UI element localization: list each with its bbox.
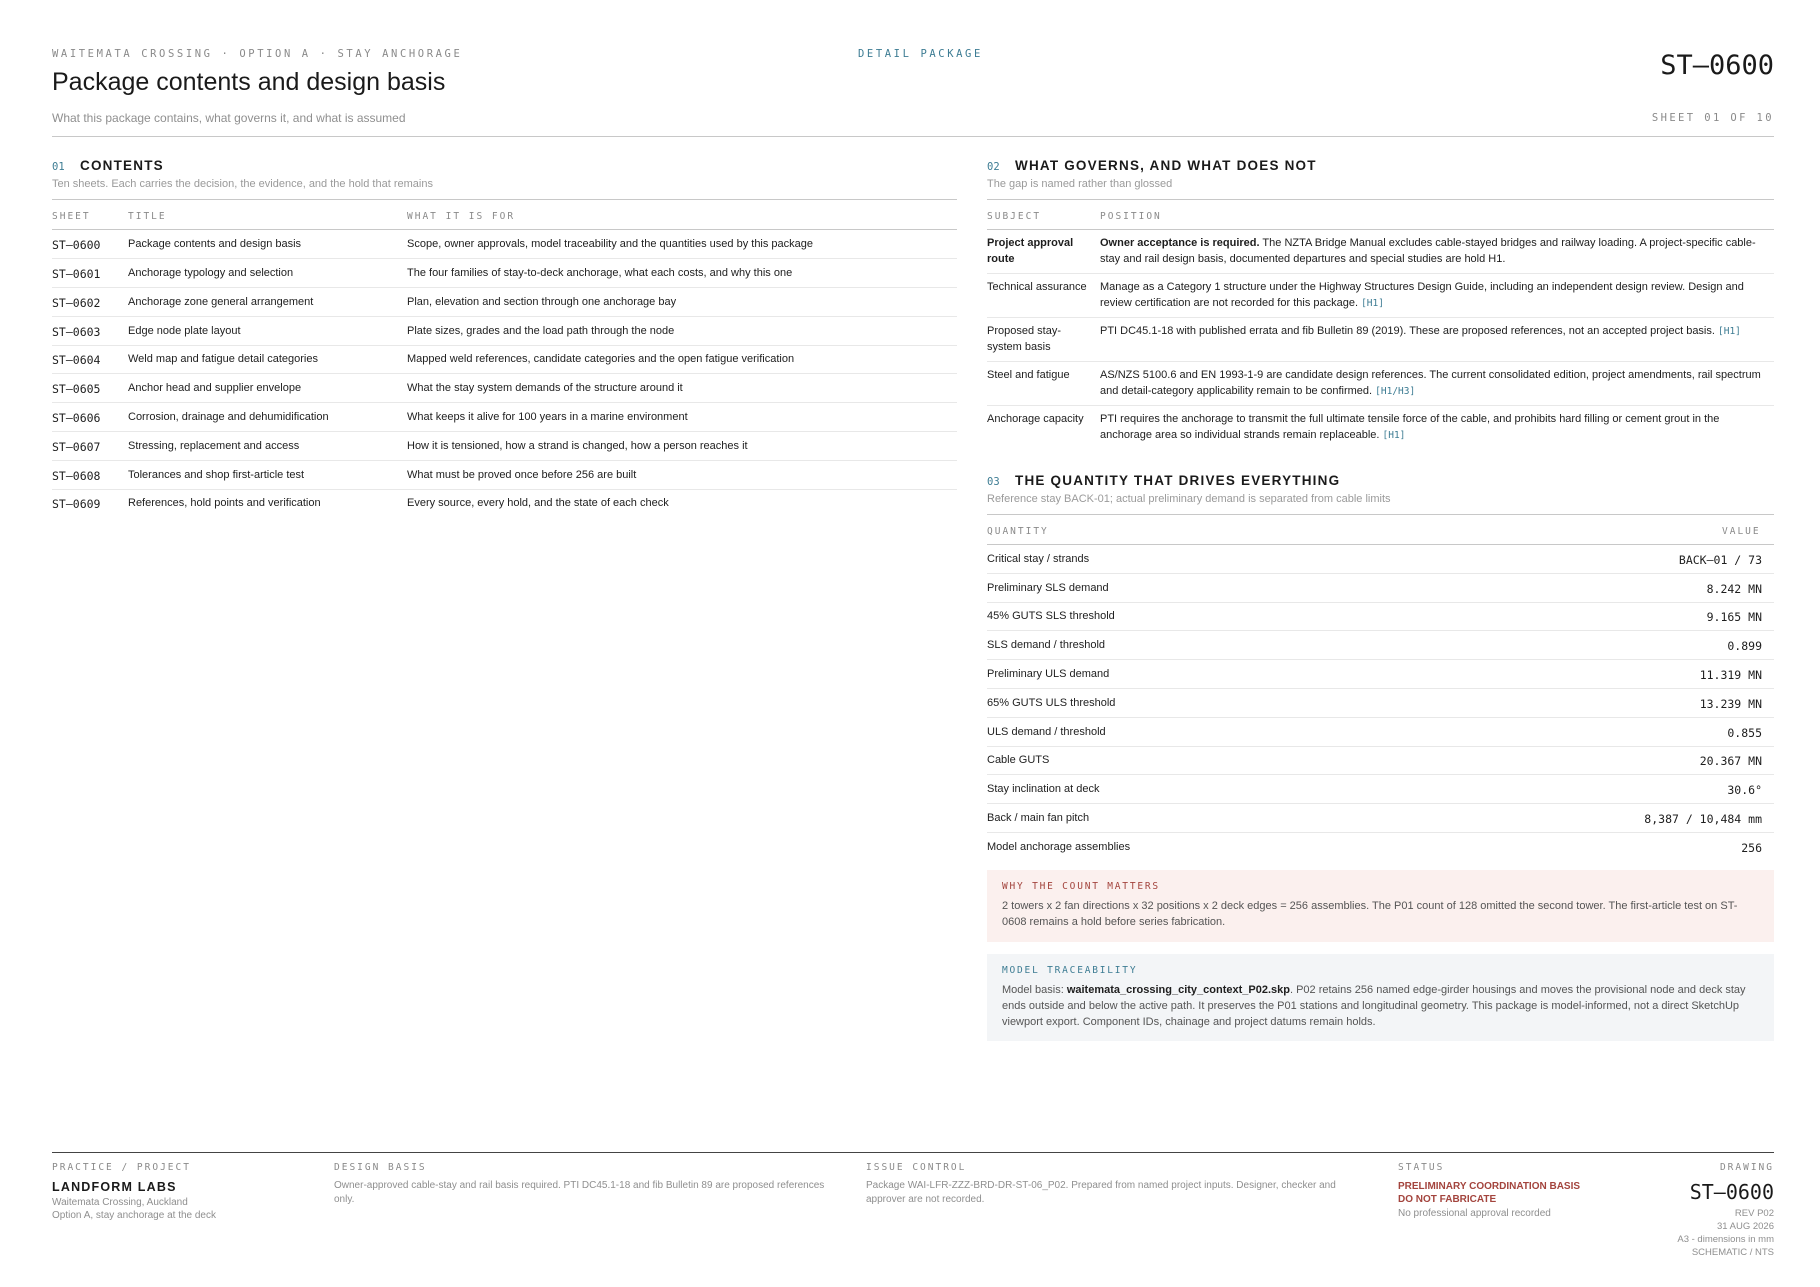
col-header-title: TITLE — [128, 211, 167, 222]
design-basis-text: Owner-approved cable-stay and rail basis required. PTI DC45.1-18 and fib Bulletin 89 are proposed references only. — [334, 1180, 825, 1205]
position-cell: Manage as a Category 1 structure under the Highway Structures Design Guide, including an independent design review. Design and review certification are not recorded for this package. [H1] — [1100, 281, 1744, 309]
table-row: ST–0605 Anchor head and supplier envelope What the stay system demands of the structure around it — [52, 374, 957, 403]
table-row — [987, 236, 1774, 274]
table-row: Preliminary ULS demand 11.319 MN — [987, 660, 1774, 689]
sheet-count: SHEET 01 OF 10 — [1651, 112, 1774, 124]
table-row: ST–0607 Stressing, replacement and access How it is tensioned, how a strand is changed, how a person reaches it — [52, 432, 957, 461]
position-cell: Owner acceptance is required. The NZTA Bridge Manual excludes cable-stayed bridges and railway loading. A project-specific cable-stay and rail design basis, documented departures and special studies are hold H1. — [1100, 237, 1756, 265]
page-subtitle: What this package contains, what governs it, and what is assumed — [52, 111, 406, 125]
subject-cell: Project approval route — [987, 237, 1074, 265]
table-row: ST–0609 References, hold points and verification Every source, every hold, and the state of each check — [52, 497, 669, 511]
contents-heading — [52, 158, 164, 173]
traceability-callout — [987, 954, 1774, 1041]
section-title: THE QUANTITY THAT DRIVES EVERYTHING — [1015, 473, 1341, 488]
page-title: Package contents and design basis — [52, 68, 446, 96]
callout-title: MODEL TRACEABILITY — [1002, 965, 1138, 976]
project-location: Waitemata Crossing, Auckland — [52, 1197, 188, 1208]
position-cell: AS/NZS 5100.6 and EN 1993-1-9 are candidate design references. The current consolidated edition, project amendments, rail spectrum and detail-category applicability remain to be confirmed. [H1/H3] — [1100, 369, 1761, 397]
table-row — [987, 324, 1774, 362]
governs-divider — [987, 199, 1774, 200]
subject-cell: Proposed stay-system basis — [987, 325, 1061, 353]
subject-cell: Steel and fatigue — [987, 369, 1070, 381]
hold-reference: [H1] — [1382, 429, 1406, 441]
table-row: 65% GUTS ULS threshold 13.239 MN — [987, 689, 1774, 718]
table-row: Model anchorage assemblies 256 — [987, 841, 1762, 855]
position-cell: PTI requires the anchorage to transmit the full ultimate tensile force of the cable, and prohibits hard filling or cement grout in the anchorage area so individual strands remain replaceable. [H1] — [1100, 413, 1720, 441]
table-row: 45% GUTS SLS threshold 9.165 MN — [987, 602, 1774, 631]
col-header-value: VALUE — [1722, 526, 1761, 537]
table-row: ULS demand / threshold 0.855 — [987, 718, 1774, 747]
table-row: ST–0601 Anchorage typology and selection The four families of stay-to-deck anchorage, what each costs, and why this one — [52, 259, 957, 288]
table-row: ST–0604 Weld map and fatigue detail categories Mapped weld references, candidate categories and the open fatigue verification — [52, 345, 957, 374]
issue-control-text: Package WAI-LFR-ZZZ-BRD-DR-ST-06_P02. Prepared from named project inputs. Designer, checker and approver are not recorded. — [866, 1180, 1336, 1205]
quantity-divider — [987, 514, 1774, 515]
quantity-subtitle: Reference stay BACK-01; actual preliminary demand is separated from cable limits — [987, 493, 1391, 505]
col-header-purpose: WHAT IT IS FOR — [407, 211, 516, 222]
col-header-sheet: SHEET — [52, 211, 91, 222]
table-row: ST–0608 Tolerances and shop first-article test What must be proved once before 256 are built — [52, 461, 957, 490]
drawing-scale: SCHEMATIC / NTS — [1691, 1247, 1774, 1258]
contents-subtitle: Ten sheets. Each carries the decision, the evidence, and the hold that remains — [52, 178, 433, 190]
revision: REV P02 — [1734, 1208, 1774, 1219]
callout-body: 2 towers x 2 fan directions x 32 positions x 2 deck edges = 256 assemblies. The P01 count of 128 omitted the second tower. The first-article test on ST-0608 remains a hold before series fabrication. — [1002, 900, 1738, 928]
sheet-format: A3 - dimensions in mm — [1677, 1234, 1774, 1245]
table-row: ST–0600 Package contents and design basis Scope, owner approvals, model traceability and the quantities used by this package — [52, 230, 957, 259]
section-number: 01 — [52, 161, 65, 173]
table-row: Critical stay / strands BACK–01 / 73 — [987, 545, 1774, 574]
table-row: Stay inclination at deck 30.6° — [987, 775, 1774, 804]
hold-reference: [H1] — [1718, 326, 1741, 337]
count-note-callout — [987, 870, 1774, 942]
contents-divider — [52, 199, 957, 200]
package-label: DETAIL PACKAGE — [858, 48, 983, 60]
section-title: WHAT GOVERNS, AND WHAT DOES NOT — [1015, 158, 1317, 173]
hold-reference: [H1] — [1361, 297, 1384, 309]
table-row: Cable GUTS 20.367 MN — [987, 746, 1774, 775]
status-note: No professional approval recorded — [1398, 1208, 1551, 1219]
section-title: CONTENTS — [80, 158, 164, 173]
project-option: Option A, stay anchorage at the deck — [52, 1210, 216, 1221]
table-row: SLS demand / threshold 0.899 — [987, 631, 1774, 660]
drawing-meta — [1677, 1207, 1774, 1259]
table-row — [987, 412, 1774, 449]
table-row: Back / main fan pitch 8,387 / 10,484 mm — [987, 804, 1774, 833]
project-line: WAITEMATA CROSSING · OPTION A · STAY ANCHORAGE — [52, 48, 463, 60]
table-row: Preliminary SLS demand 8.242 MN — [987, 574, 1774, 603]
col-header-quantity: QUANTITY — [987, 526, 1049, 537]
table-row: ST–0606 Corrosion, drainage and dehumidification What keeps it alive for 100 years in a marine environment — [52, 403, 957, 432]
practice-name: LANDFORM LABS — [52, 1180, 177, 1194]
table-row — [987, 368, 1774, 406]
sheet-code: ST–0600 — [1660, 50, 1774, 81]
status-label: STATUS — [1398, 1162, 1445, 1173]
position-cell: PTI DC45.1-18 with published errata and fib Bulletin 89 (2019). These are proposed references, not an accepted project basis. [H1] — [1100, 325, 1741, 337]
status-badge: PRELIMINARY COORDINATION BASIS DO NOT FABRICATE — [1398, 1181, 1581, 1205]
hold-reference: [H1/H3] — [1375, 385, 1416, 397]
callout-title: WHY THE COUNT MATTERS — [1002, 881, 1160, 892]
table-row: ST–0602 Anchorage zone general arrangement Plan, elevation and section through one anchorage bay — [52, 288, 957, 317]
governs-subtitle: The gap is named rather than glossed — [987, 178, 1173, 190]
drawing-sheet — [52, 0, 1774, 1287]
practice-label: PRACTICE / PROJECT — [52, 1162, 191, 1173]
subject-cell: Anchorage capacity — [987, 413, 1084, 425]
governs-header-divider — [987, 229, 1774, 230]
section-number: 02 — [987, 161, 1000, 173]
issue-control-label: ISSUE CONTROL — [866, 1162, 967, 1173]
drawing-label: DRAWING — [1719, 1162, 1774, 1173]
design-basis-label: DESIGN BASIS — [334, 1162, 427, 1173]
drawing-code: ST–0600 — [1689, 1180, 1774, 1204]
table-row: ST–0603 Edge node plate layout Plate sizes, grades and the load path through the node — [52, 317, 957, 346]
quantity-heading — [987, 473, 1340, 488]
issue-date: 31 AUG 2026 — [1716, 1221, 1774, 1232]
subject-cell: Technical assurance — [987, 281, 1087, 293]
col-header-subject: SUBJECT — [987, 211, 1042, 222]
governs-heading — [987, 158, 1317, 173]
table-row — [987, 280, 1774, 318]
section-number: 03 — [987, 476, 1000, 488]
model-filename: waitemata_crossing_city_context_P02.skp — [1066, 984, 1290, 996]
title-block-divider — [52, 1152, 1774, 1153]
col-header-position: POSITION — [1100, 211, 1162, 222]
header-divider — [52, 136, 1774, 137]
callout-body: Model basis: waitemata_crossing_city_context_P02.skp. P02 retains 256 named edge-girder housings and moves the provisional node and deck stay ends outside and below the active path. It preserves the P01 stations and longitudinal geometry. This package is model-informed, not a direct SketchUp viewport export. Component IDs, chainage and project datums remain holds. — [1002, 984, 1746, 1028]
